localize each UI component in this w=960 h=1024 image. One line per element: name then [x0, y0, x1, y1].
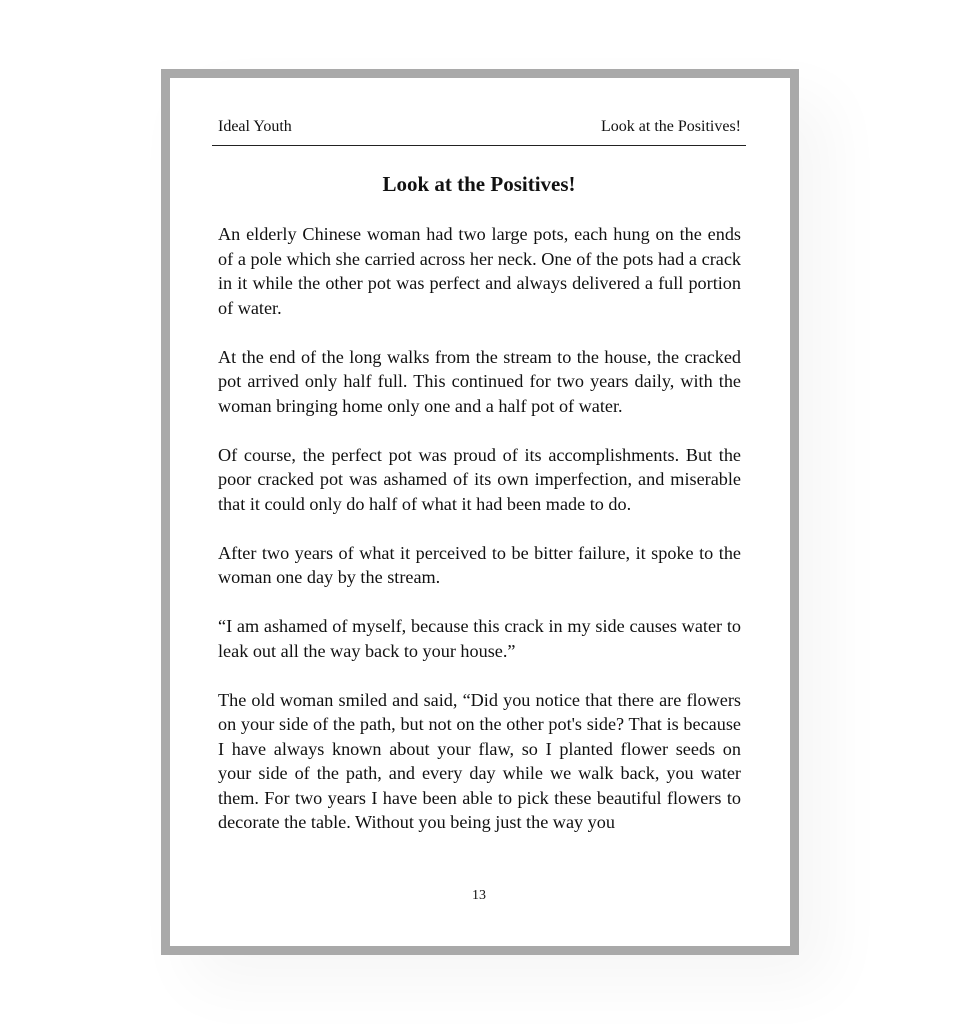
page-number: 13 — [472, 888, 486, 903]
chapter-title: Look at the Positives! — [382, 172, 576, 196]
paragraph: At the end of the long walks from the stream to the house, the cracked pot arrived only half full. This continued for two years daily, with the woman bringing home only one and a half pot of water. — [218, 346, 741, 416]
body-text — [218, 222, 741, 859]
header-chapter-title: Look at the Positives! — [601, 118, 741, 135]
paragraph: Of course, the perfect pot was proud of its accomplishments. But the poor cracked pot was ashamed of its own imperfection, and miserable that it could only do half of what it had been made to do. — [218, 444, 741, 514]
paragraph: “I am ashamed of myself, because this crack in my side causes water to leak out all the way back to your house.” — [218, 616, 741, 661]
paragraph: The old woman smiled and said, “Did you notice that there are flowers on your side of the path, but not on the other pot's side? That is because I have always known about your flaw, so I planted flower seeds on your side of the path, and every day while we walk back, you water them. For two years I have been able to pick these beautiful flowers to decorate the table. Without you being just the way you — [218, 689, 741, 832]
header-book-title: Ideal Youth — [218, 118, 292, 135]
paragraph: After two years of what it perceived to be bitter failure, it spoke to the woman one day by the stream. — [218, 542, 741, 587]
paragraph: An elderly Chinese woman had two large pots, each hung on the ends of a pole which she carried across her neck. One of the pots had a crack in it while the other pot was perfect and always delivered a full portion of water. — [218, 224, 741, 318]
running-header — [212, 115, 746, 146]
